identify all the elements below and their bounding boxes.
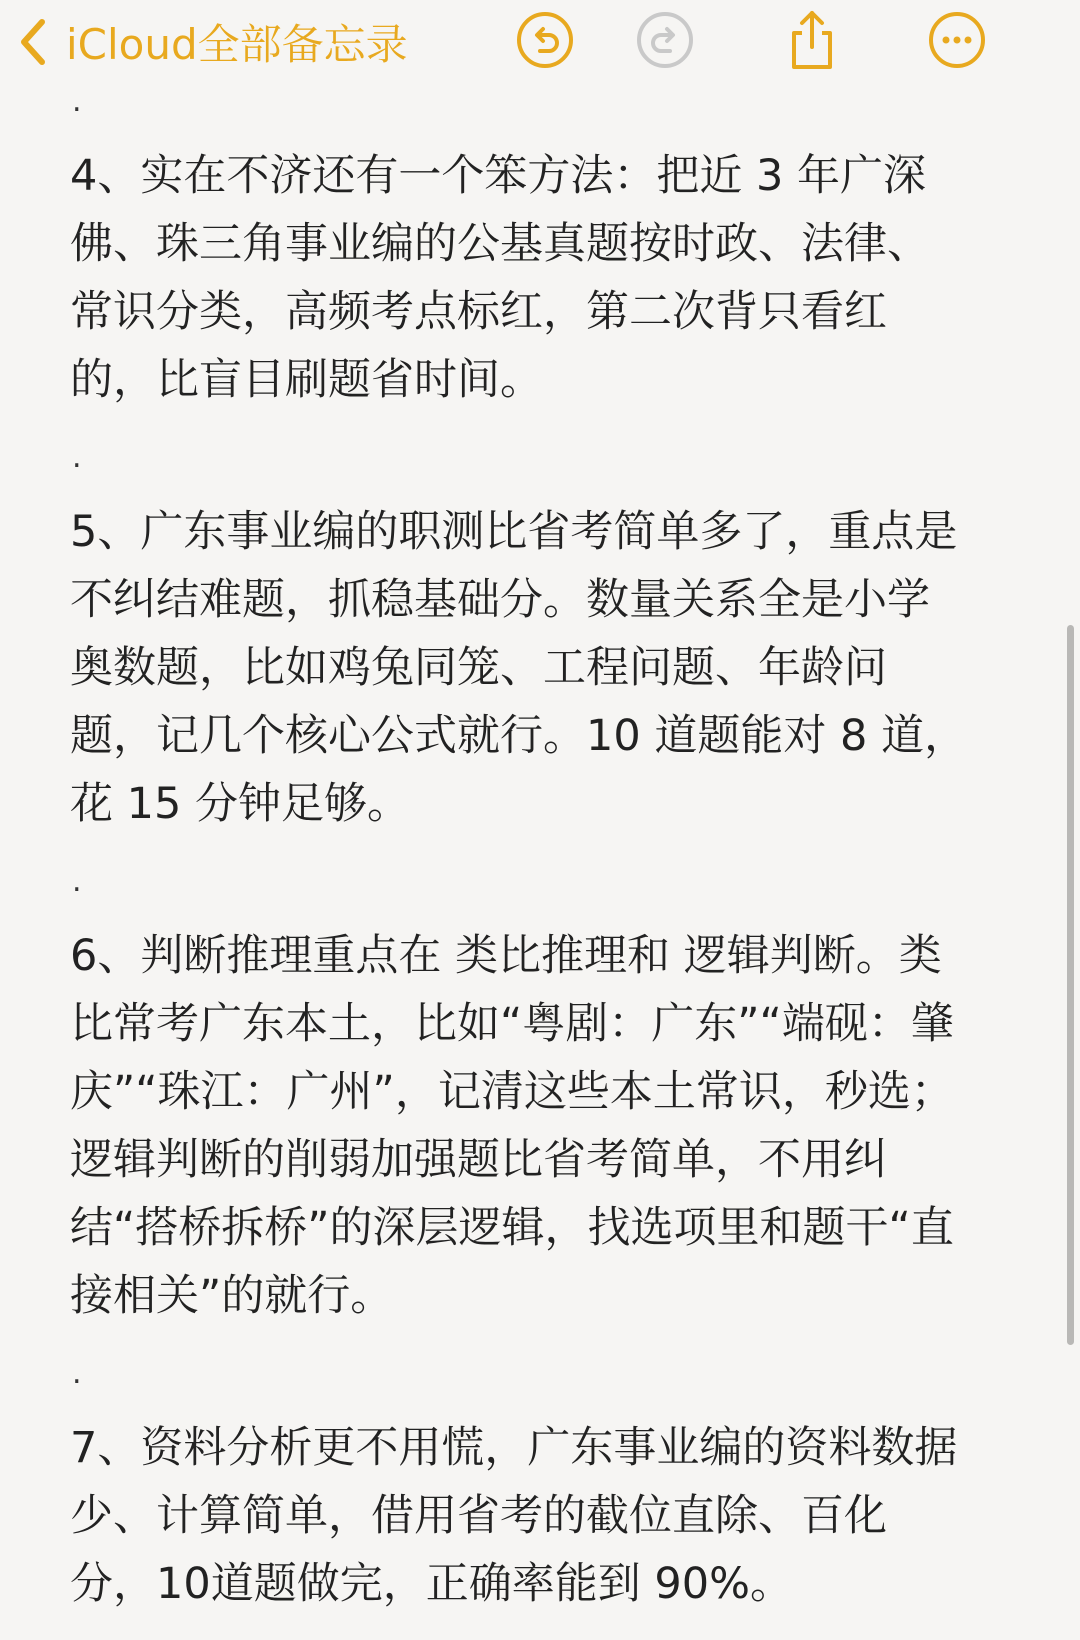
note-paragraph-4: 4、实在不济还有一个笨方法：把近 3 年广深佛、珠三角事业编的公基真题按时政、法律、常识分类，高频考点标红，第二次背只看红的，比盲目刷题省时间。 <box>70 151 930 405</box>
separator-dot: . <box>72 1356 82 1391</box>
note-paragraph-6: 6、判断推理重点在 类比推理和 逻辑判断。类比常考广东本土，比如“粤剧：广东”“端砚：肇庆”“珠江：广州”，记清这些本土常识，秒选；逻辑判断的削弱加强题比省考简单，不用纠结“搭桥拆桥”的深层逻辑，找选项里和题干“直接相关”的就行。 <box>70 931 954 1321</box>
undo-icon <box>516 11 574 69</box>
more-icon <box>928 11 986 69</box>
separator-dot: . <box>72 864 82 899</box>
back-label: iCloud全部备忘录 <box>66 20 408 69</box>
more-button[interactable] <box>925 8 989 72</box>
redo-button[interactable] <box>633 8 697 72</box>
note-paragraph-7: 7、资料分析更不用慌，广东事业编的资料数据少、计算简单，借用省考的截位直除、百化分，10道题做完，正确率能到 90%。 <box>70 1423 958 1609</box>
note-paragraph-5: 5、广东事业编的职测比省考简单多了，重点是不纠结难题，抓稳基础分。数量关系全是小学奥数题，比如鸡兔同笼、工程问题、年龄问题，记几个核心公式就行。10 道题能对 8 道，花 15 分钟足够。 <box>70 507 968 829</box>
chevron-left-icon <box>18 18 48 66</box>
separator-dot: . <box>72 440 82 475</box>
share-icon <box>783 9 841 71</box>
scrollbar[interactable] <box>1067 625 1074 1345</box>
share-button[interactable] <box>780 8 844 72</box>
separator-dot: . <box>72 84 82 119</box>
redo-icon <box>636 11 694 69</box>
note-body[interactable] <box>70 72 970 1632</box>
back-button[interactable] <box>18 10 408 74</box>
undo-button[interactable] <box>513 8 577 72</box>
